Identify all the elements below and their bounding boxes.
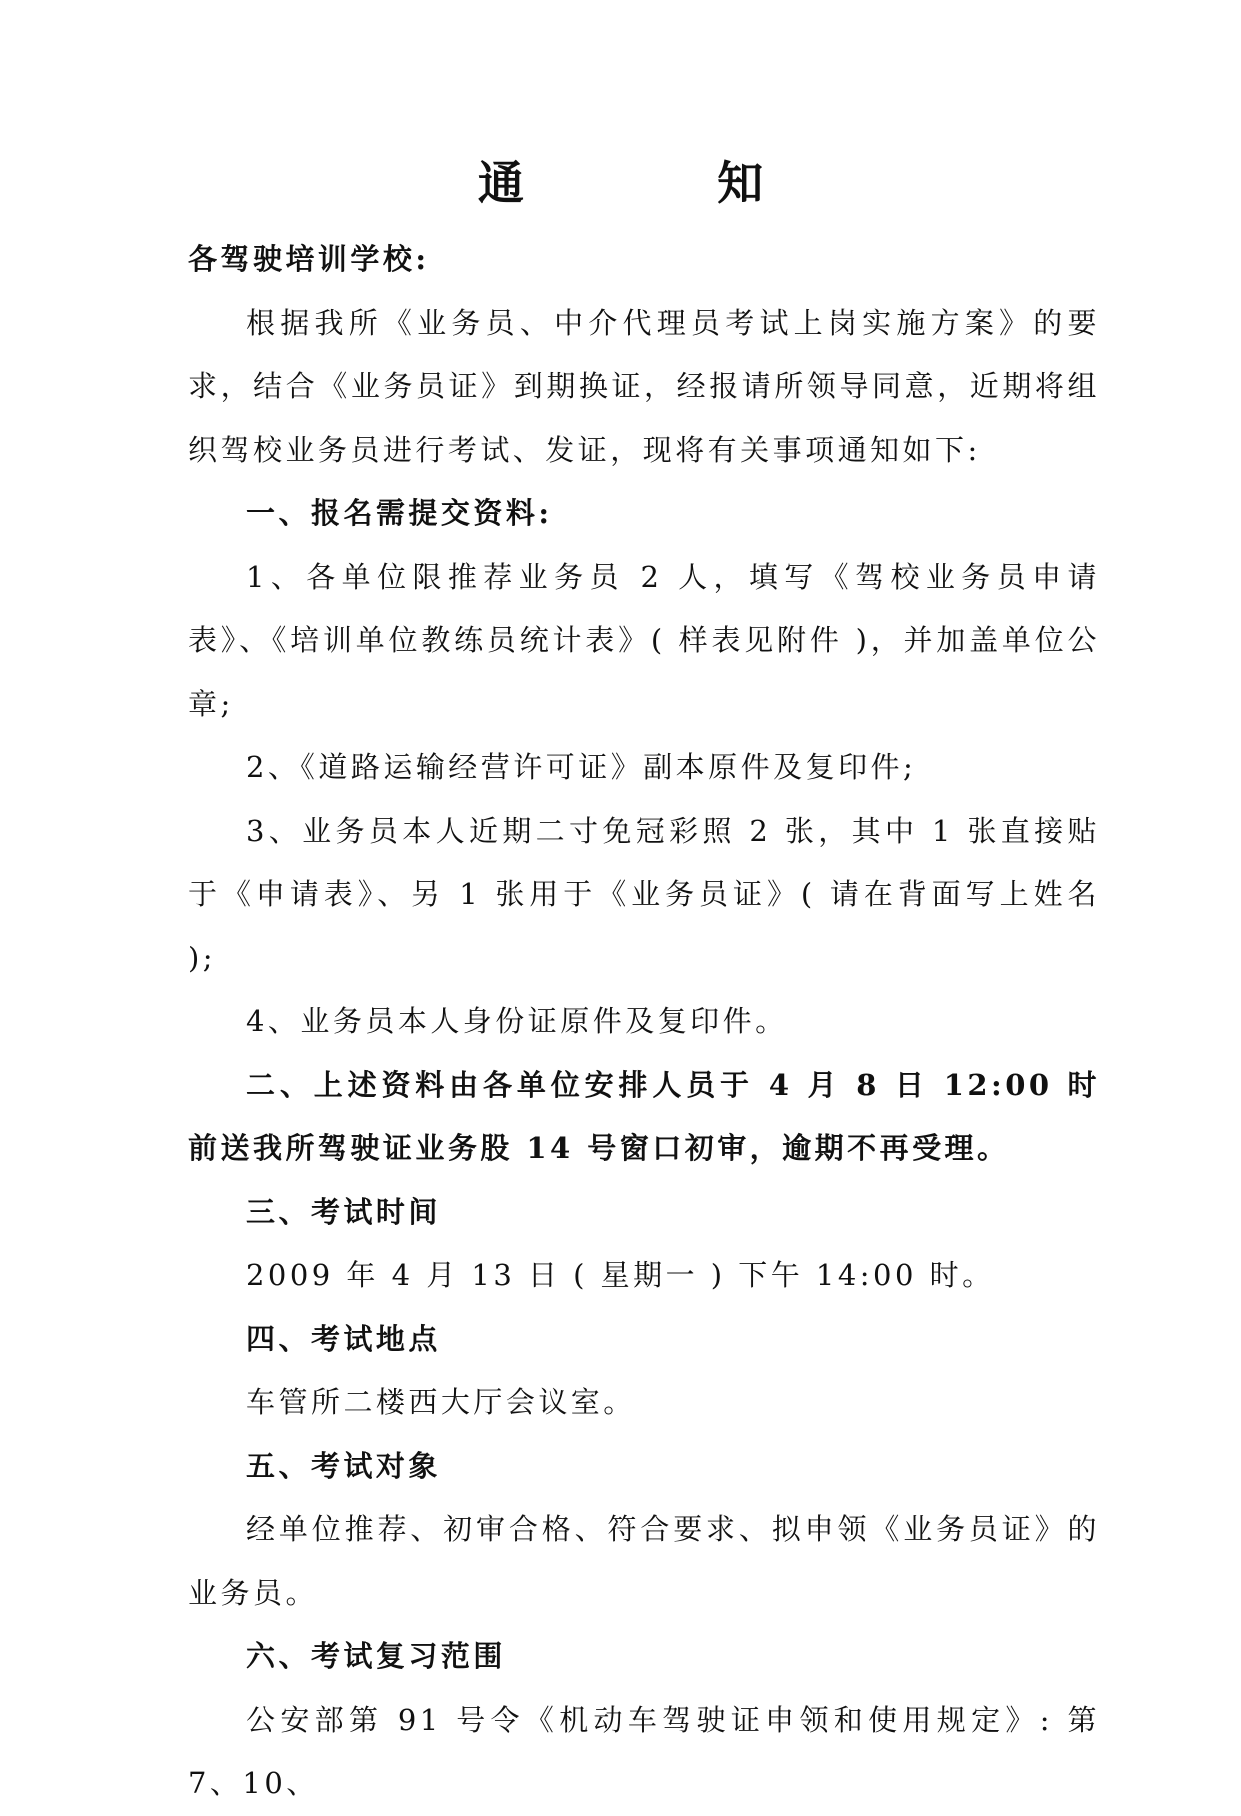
- section-6-text: 公安部第 91 号令《机动车驾驶证申领和使用规定》: 第 7、10、: [188, 1702, 1100, 1800]
- intro-paragraph: 根据我所《业务员、中介代理员考试上岗实施方案》的要求，结合《业务员证》到期换证，经报请所领导同意，近期将组织驾校业务员进行考试、发证，现将有关事项通知如下:: [188, 305, 1100, 467]
- salutation: 各驾驶培训学校:: [188, 242, 430, 276]
- section-4-heading: 四、考试地点: [246, 1321, 441, 1356]
- document-body: [188, 228, 1100, 1816]
- section-1-item-3: 3、业务员本人近期二寸免冠彩照 2 张，其中 1 张直接贴于《申请表》、另 1 张用于《业务员证》( 请在背面写上姓名 );: [188, 813, 1100, 975]
- section-2-paragraph: 二、上述资料由各单位安排人员于 4 月 8 日 12:00 时前送我所驾驶证业务股 14 号窗口初审，逾期不再受理。: [188, 1067, 1100, 1165]
- section-5-text: 经单位推荐、初审合格、符合要求、拟申领《业务员证》的业务员。: [188, 1512, 1100, 1610]
- document-title: 通 知: [477, 156, 837, 210]
- section-1-item-2: 2、《道路运输经营许可证》副本原件及复印件;: [246, 750, 917, 784]
- section-1-heading: 一、报名需提交资料:: [246, 496, 553, 530]
- section-3-heading: 三、考试时间: [246, 1194, 441, 1229]
- section-5-heading: 五、考试对象: [246, 1448, 441, 1483]
- section-4-text: 车管所二楼西大厅会议室。: [246, 1385, 636, 1419]
- section-1-item-1: 1、各单位限推荐业务员 2 人，填写《驾校业务员申请表》、《培训单位教练员统计表》( 样表见附件 )，并加盖单位公章;: [188, 559, 1100, 721]
- section-3-text: 2009 年 4 月 13 日 ( 星期一 ) 下午 14:00 时。: [246, 1258, 995, 1292]
- section-6-heading: 六、考试复习范围: [246, 1639, 506, 1673]
- section-1-item-4: 4、业务员本人身份证原件及复印件。: [246, 1004, 788, 1038]
